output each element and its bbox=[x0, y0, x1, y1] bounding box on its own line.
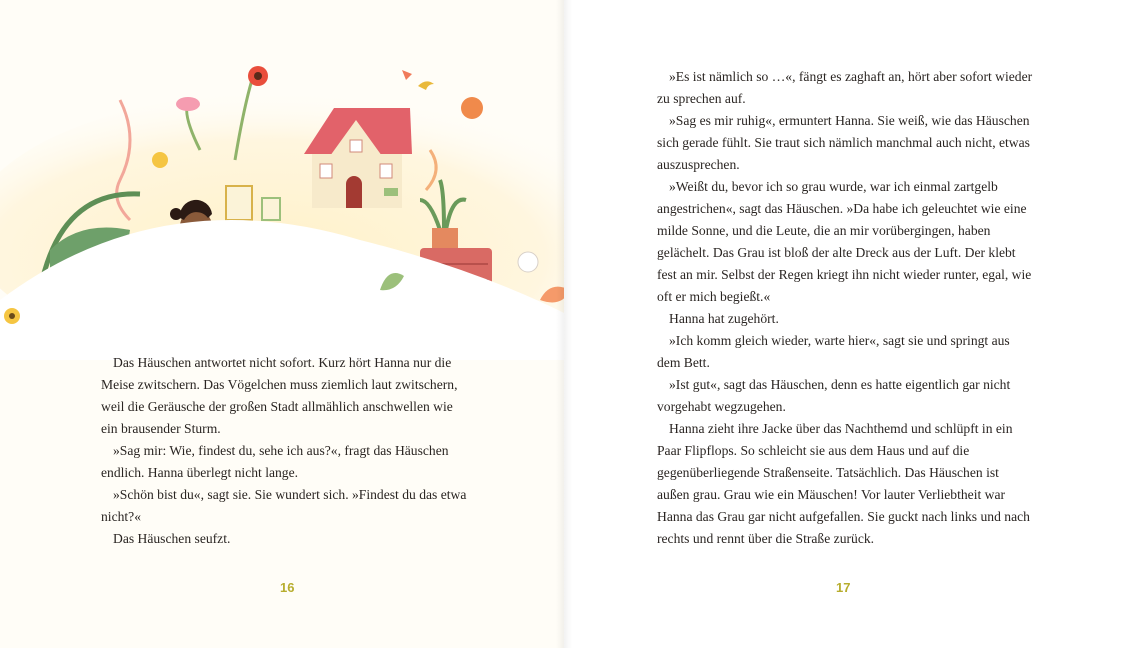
paragraph: »Es ist nämlich so …«, fängt es zaghaft an, hört aber sofort wieder zu sprechen auf. bbox=[657, 69, 1033, 106]
flower-bloom bbox=[152, 152, 168, 168]
picture-frame bbox=[226, 186, 252, 220]
paragraph: Hanna zieht ihre Jacke über das Nachthemd und schlüpft in ein Paar Flipflops. So schleicht sie aus dem Haus und auf die gegenüberliegende Straßenseite. Tatsächlich. Das Häuschen ist außen grau. Grau wie ein Mäuschen! Vor lauter Verliebtheit war Hanna das Grau gar nicht aufgefallen. Sie guckt nach links und nach rechts und rennt über die Straße zurück. bbox=[657, 421, 1030, 546]
paragraph: »Schön bist du«, sagt sie. Sie wundert sich. »Findest du das etwa nicht?« bbox=[101, 487, 467, 524]
paragraph: »Weißt du, bevor ich so grau wurde, war ich einmal zartgelb angestrichen«, sagt das Häuschen. »Da habe ich geleuchtet wie eine milde Sonne, und die Leute, die an mir vorübergingen, haben gelächelt. Das Grau ist bloß der alte Dreck aus der Luft. Der klebt fest an mir. Selbst der Regen kriegt ihn nicht wieder runter, egal, wie oft er mich begießt.« bbox=[657, 179, 1032, 304]
illustration bbox=[0, 0, 640, 360]
flower-bloom bbox=[176, 97, 200, 111]
picture-frame bbox=[262, 198, 280, 220]
paragraph: »Ich komm gleich wieder, warte hier«, sagt sie und springt aus dem Bett. bbox=[657, 333, 1010, 370]
paragraph: Das Häuschen seufzt. bbox=[113, 531, 231, 546]
left-page-text bbox=[101, 352, 471, 550]
right-page-text bbox=[657, 66, 1033, 550]
page-number-right: 17 bbox=[836, 580, 851, 595]
plant-pot bbox=[432, 228, 458, 248]
paragraph: »Sag mir: Wie, findest du, sehe ich aus?«, fragt das Häuschen endlich. Hanna überlegt nicht lange. bbox=[101, 443, 449, 480]
paragraph: »Ist gut«, sagt das Häuschen, denn es hatte eigentlich gar nicht vorgehabt wegzugehen. bbox=[657, 377, 1011, 414]
bird-icon bbox=[418, 81, 434, 90]
page-number-left: 16 bbox=[280, 580, 295, 595]
flower-bloom bbox=[518, 252, 538, 272]
paragraph: Das Häuschen antwortet nicht sofort. Kurz hört Hanna nur die Meise zwitschern. Das Vögelchen muss ziemlich laut zwitschern, weil die Geräusche der großen Stadt allmählich anschwellen wie ein brausender Sturm. bbox=[101, 355, 458, 436]
book-gutter bbox=[556, 0, 572, 648]
paragraph: »Sag es mir ruhig«, ermuntert Hanna. Sie weiß, wie das Häuschen sich gerade fühlt. Sie traut sich nämlich manchmal auch nicht, etwas auszusprechen. bbox=[657, 113, 1030, 172]
paragraph: Hanna hat zugehört. bbox=[669, 311, 779, 326]
sun-circle bbox=[461, 97, 483, 119]
bird-icon bbox=[402, 70, 412, 80]
